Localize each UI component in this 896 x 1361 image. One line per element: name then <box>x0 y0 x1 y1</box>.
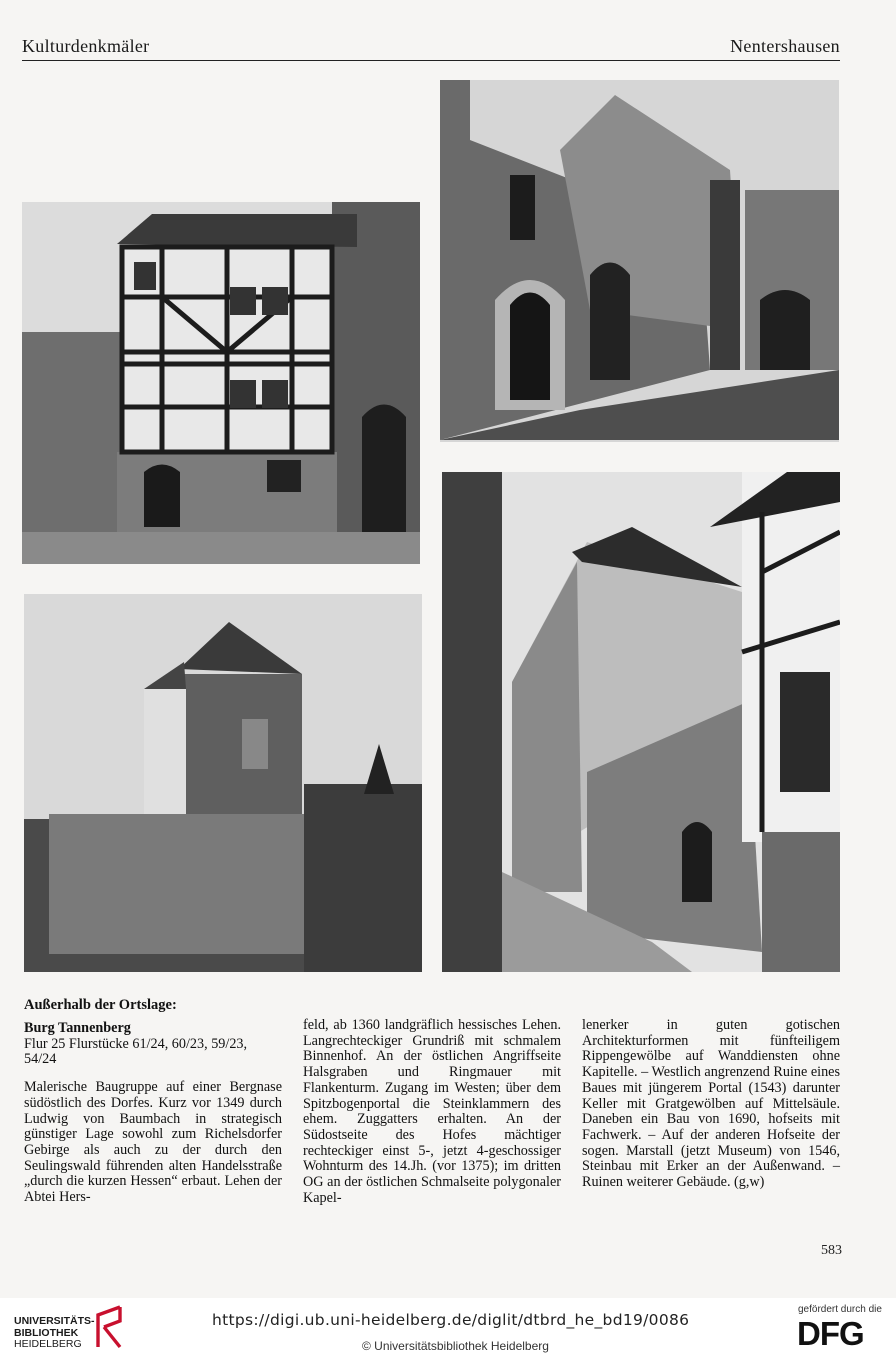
photo-castle-lane <box>442 472 840 972</box>
photo-courtyard-gate <box>440 80 839 442</box>
library-logo-icon <box>90 1303 126 1351</box>
text-column-2 <box>303 1018 561 1206</box>
library-logo-text <box>14 1316 95 1351</box>
dfg-logo: DFG <box>797 1315 864 1352</box>
column-3-body: lenerker in guten gotischen Architekturformen mit fünfteiligem Rippengewölbe auf Wanddiensten ohne Kapitelle. – Westlich angrenzend Ruine eines Baues mit jüngerem Portal (1543) darunter Keller mit Gratgewölben auf Mittelsäule. Daneben ein Bau von 1690, hofseits mit Fachwerk. – Auf der anderen Hofseite der sogen. Marstall (jetzt Museum) von 1546, Steinbau mit Erker an der Außenwand. – Ruinen weiterer Gebäude. (g,w) <box>582 1017 840 1191</box>
header-rule <box>22 60 840 61</box>
text-column-3 <box>582 1018 840 1191</box>
section-heading: Außerhalb der Ortslage: <box>24 997 177 1013</box>
copyright-notice: © Universitätsbibliothek Heidelberg <box>362 1339 549 1353</box>
text-column-1 <box>24 1021 282 1206</box>
page-number: 583 <box>821 1243 842 1258</box>
photo-castle-tower <box>24 594 422 972</box>
permalink-url[interactable]: https://digi.ub.uni-heidelberg.de/diglit/dtbrd_he_bd19/0086 <box>212 1311 690 1329</box>
running-head-right: Nentershausen <box>730 36 840 56</box>
column-2-body: feld, ab 1360 landgräflich hessisches Lehen. Langrechteckiger Grundriß mit schmalem Binnenhof. An der östlichen Angriffseite Halsgraben und Ringmauer mit Flankenturm. Zugang im Westen; über dem Spitzbogenportal die Steinklammern des ehem. Zuggatters erhalten. An der Südostseite des Hofes mächtiger rechteckiger einst 5-, jetzt 4-geschossiger Wohnturm des 14.Jh. (vor 1375); im dritten OG an der östlichen Schmalseite polygonaler Kapel- <box>303 1017 561 1206</box>
entry-title: Burg Tannenberg <box>24 1020 131 1036</box>
running-head-left: Kulturdenkmäler <box>22 36 150 56</box>
column-1-body: Malerische Baugruppe auf einer Bergnase südöstlich des Dorfes. Kurz vor 1349 durch Ludwig von Baumbach in strategisch günstiger Lage sowohl zum Richelsdorfer Gebirge als auch zu der durch den Seulingswald führenden alten Handelsstraße „durch die kurzen Hessen“ erbaut. Lehen der Abtei Hers- <box>24 1079 282 1206</box>
funding-label: gefördert durch die <box>798 1304 882 1315</box>
library-line-1: UNIVERSITÄTS- <box>14 1315 95 1327</box>
library-line-2: BIBLIOTHEK <box>14 1326 79 1339</box>
flur-reference: Flur 25 Flurstücke 61/24, 60/23, 59/23, 54/24 <box>24 1035 248 1068</box>
library-line-3: HEIDELBERG <box>14 1338 82 1350</box>
photo-timber-frame-house <box>22 202 420 564</box>
